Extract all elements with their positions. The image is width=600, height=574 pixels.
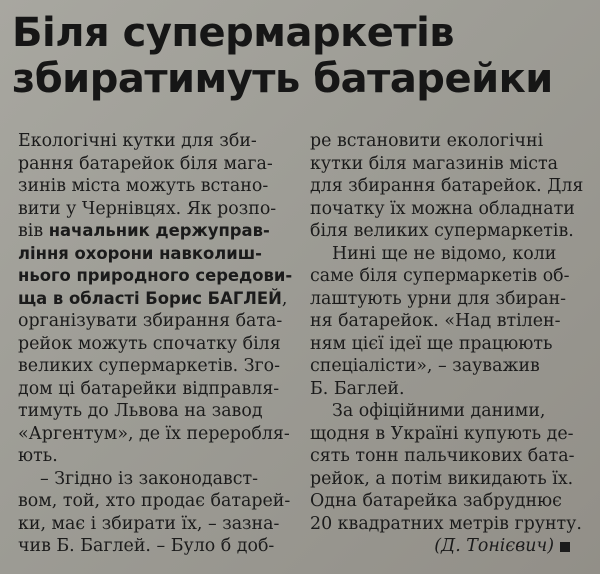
text-line: чив Б. Баглей. – Було б доб-	[18, 536, 275, 556]
text-line: лаштують урни для збиран-	[310, 288, 567, 309]
text-line: для збирання батарейок. Для	[310, 176, 584, 196]
text-line: ре встановити екологічні	[310, 131, 544, 151]
article-headline	[12, 10, 592, 102]
text-line: дом ці батарейки відправля-	[18, 378, 280, 399]
bold-line: ління охорони навколиш-	[18, 243, 262, 263]
end-of-article-square-icon	[560, 542, 570, 552]
headline-line-1: Біля супермаркетів	[12, 10, 455, 56]
text-fragment: ,	[281, 288, 288, 309]
text-fragment: вів	[18, 221, 44, 241]
text-line: Одна батарейка забруднює	[310, 491, 562, 511]
text-line	[18, 288, 290, 311]
text-line: вом, той, хто продає батарей-	[18, 491, 291, 511]
text-line: рання батарейок біля мага-	[18, 153, 273, 174]
text-line: кутки біля магазинів міста	[310, 153, 559, 174]
text-line: початку їх можна обладнати	[310, 198, 575, 219]
text-line: ють.	[18, 446, 58, 466]
text-line: 20 квадратних метрів грунту.	[310, 513, 582, 534]
text-line: вити у Чернівцях. Як розпо-	[18, 198, 277, 219]
text-line: Б. Баглей.	[310, 378, 405, 399]
text-line: сять тонн пальчикових бата-	[310, 446, 575, 466]
text-line: Нині ще не відомо, коли	[332, 243, 557, 264]
headline-line-2: збиратимуть батарейки	[12, 56, 553, 102]
left-column	[18, 130, 293, 558]
signature-line	[310, 535, 580, 558]
text-line: зинів міста можуть встано-	[18, 176, 269, 196]
text-line: – Згідно із законодавст-	[40, 468, 258, 489]
text-line: тимуть до Львова на завод	[18, 401, 263, 421]
author-signature: (Д. Тонієвич)	[434, 536, 554, 556]
text-line: саме біля супермаркетів об-	[310, 266, 570, 286]
text-line: Екологічні кутки для зби-	[18, 131, 257, 151]
text-line: великих супермаркетів. Зго-	[18, 356, 281, 376]
text-line: «Аргентум», де їх переробля-	[18, 423, 290, 444]
bold-fragment: начальник держуправ-	[48, 221, 270, 240]
text-line: рейок можуть спочатку біля	[18, 333, 281, 354]
text-line: ки, має і збирати їх, – зазна-	[18, 513, 280, 534]
text-line	[18, 220, 290, 243]
text-line: рейок, а потім викидають їх.	[310, 468, 574, 489]
bold-line: нього природного середови-	[18, 266, 293, 285]
bold-fragment: ща в області Борис БАГЛЕЙ	[18, 288, 282, 308]
text-line: біля великих супермаркетів.	[310, 221, 574, 241]
text-line: ня батарейок. «Над втілен-	[310, 311, 561, 331]
text-line: щодня в Україні купують де-	[310, 423, 574, 444]
text-line: За офіційними даними,	[332, 401, 546, 421]
right-column	[310, 130, 584, 558]
text-line: ням цієї ідеї ще працюють	[310, 333, 553, 354]
text-line: спеціалісти», – зауважив	[310, 356, 540, 376]
text-line: організувати збирання бата-	[18, 311, 283, 331]
